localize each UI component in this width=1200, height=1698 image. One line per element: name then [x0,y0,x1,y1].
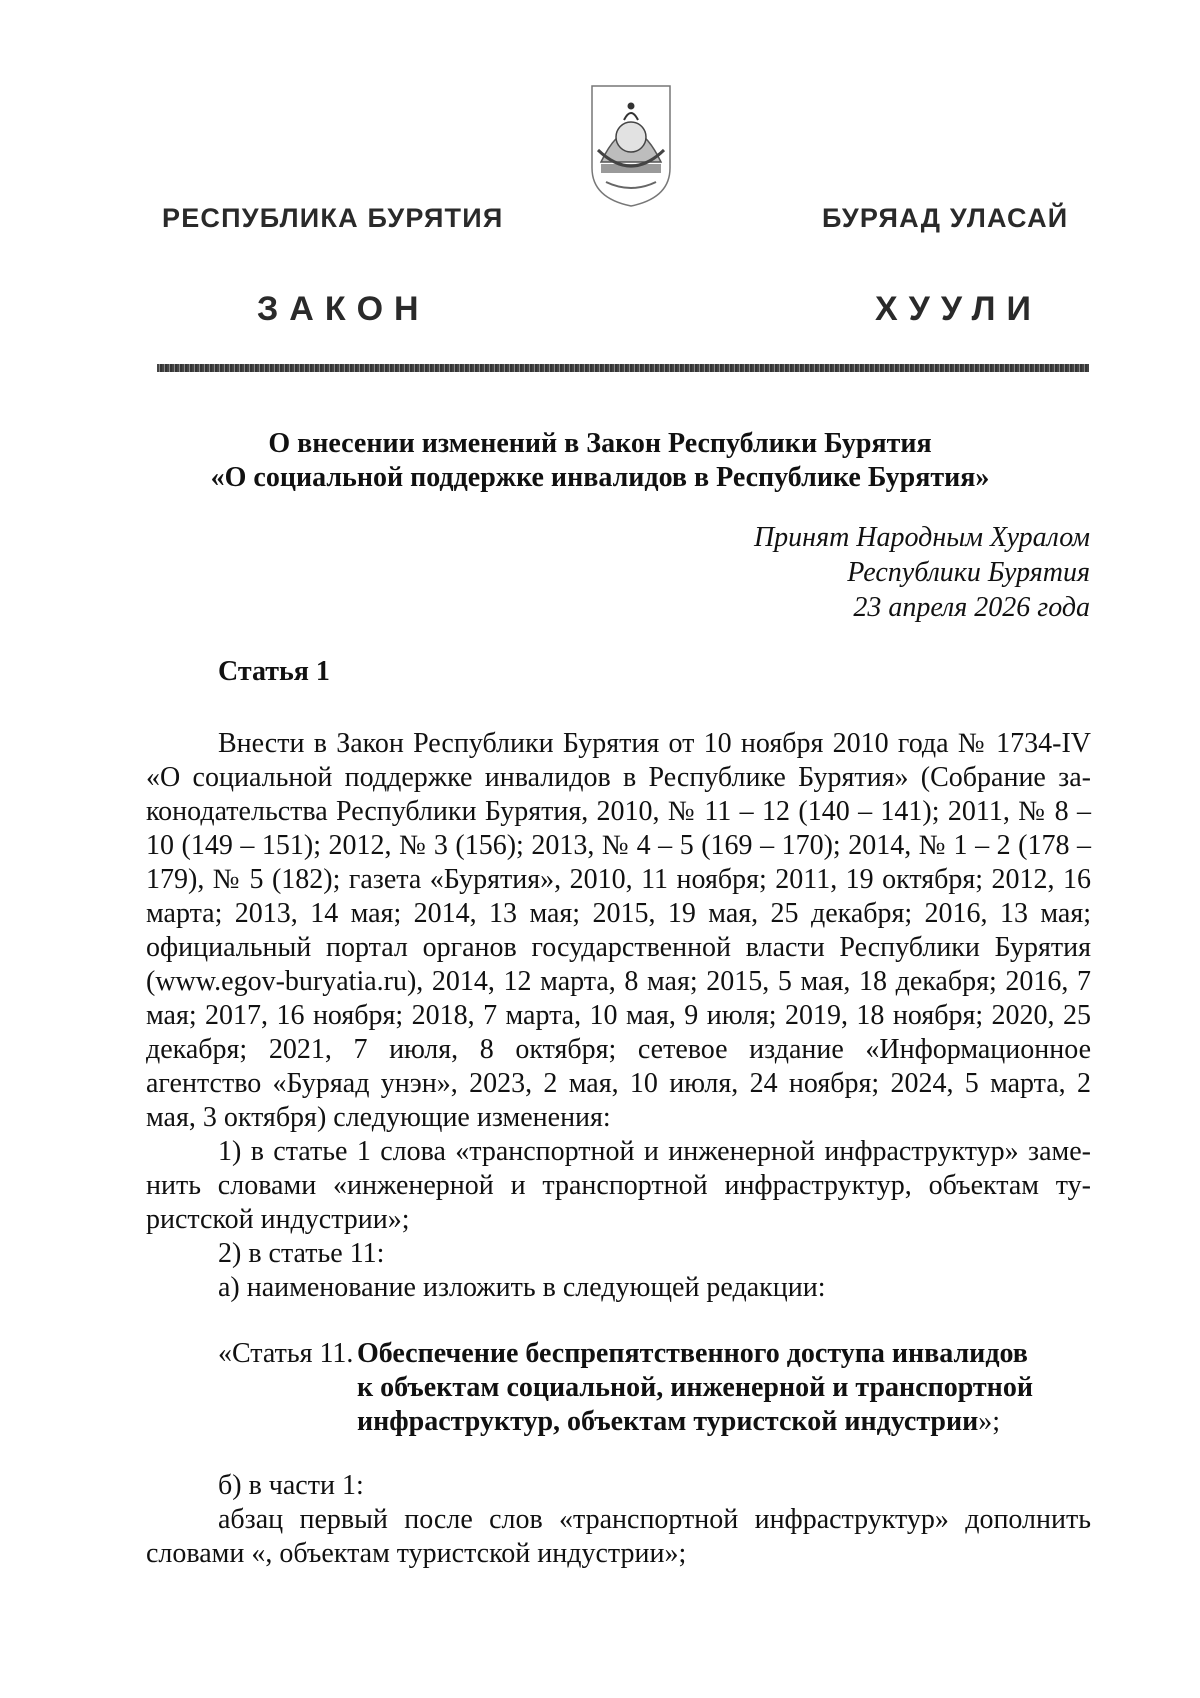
adoption-note-line-2: Республики Бурятия [847,557,1090,588]
article-11-title-line-1: Обеспечение беспрепятственного доступа инвалидов [357,1338,1028,1369]
body-line: конодательства Республики Бурятия, 2010, № 11 – 12 (140 – 141); 2011, № 8 – [146,796,1091,827]
article-11-title-text: инфраструктур, объектам туристской индустрии [357,1406,979,1437]
body-line: 179), № 5 (182); газета «Бурятия», 2010, 11 ноября; 2011, 19 октября; 2012, 16 [146,864,1091,895]
item-1-line: 1) в статье 1 слова «транспортной и инженерной инфраструктур» заме- [218,1136,1091,1167]
article-1-heading: Статья 1 [218,656,330,687]
body-line: «О социальной поддержке инвалидов в Республике Бурятия» (Собрание за- [146,762,1091,793]
article-11-title-line-2: к объектам социальной, инженерной и транспортной [357,1372,1033,1403]
item-2b-line: б) в части 1: [218,1470,364,1501]
coat-of-arms-icon [588,82,674,210]
item-1-line: нить словами «инженерной и транспортной инфраструктур, объектам ту- [146,1170,1091,1201]
republic-name-buryat: БУРЯАД УЛАСАЙ [822,203,1069,233]
article-11-closing-quote: »; [978,1406,1001,1437]
body-line: марта; 2013, 14 мая; 2014, 13 мая; 2015, 19 мая, 25 декабря; 2016, 13 мая; [146,898,1091,929]
body-line: 10 (149 – 151); 2012, № 3 (156); 2013, № 4 – 5 (169 – 170); 2014, № 1 – 2 (178 – [146,830,1091,861]
adoption-note-line-1: Принят Народным Хуралом [753,522,1090,553]
item-1-line: ристской индустрии»; [146,1204,410,1235]
law-label-buryat: ХУУЛИ [875,290,1042,328]
law-label-russian: ЗАКОН [257,290,430,328]
body-line: агентство «Буряад унэн», 2023, 2 мая, 10 июля, 24 ноября; 2024, 5 марта, 2 [146,1068,1091,1099]
republic-name-russian: РЕСПУБЛИКА БУРЯТИЯ [162,203,504,233]
body-line: Внести в Закон Республики Бурятия от 10 ноября 2010 года № 1734-IV [218,728,1091,759]
body-line: официальный портал органов государственной власти Республики Бурятия [146,932,1091,963]
body-line: мая; 2017, 16 ноября; 2018, 7 марта, 10 мая, 9 июля; 2019, 18 ноября; 2020, 25 [146,1000,1091,1031]
law-title-line-2: «О социальной поддержке инвалидов в Республике Бурятия» [210,462,990,493]
body-line: (www.egov-buryatia.ru), 2014, 12 марта, 8 мая; 2015, 5 мая, 18 декабря; 2016, 7 [146,966,1091,997]
body-line: мая, 3 октября) следующие изменения: [146,1102,611,1133]
item-2-line: 2) в статье 11: [218,1238,385,1269]
body-line: декабря; 2021, 7 июля, 8 октября; сетевое издание «Информационное [146,1034,1091,1065]
adoption-note-line-3: 23 апреля 2026 года [853,592,1090,623]
law-title-line-1: О внесении изменений в Закон Республики Бурятия [268,428,932,459]
header-divider [157,364,1089,372]
article-11-title-line-3 [357,1406,1000,1438]
adoption-note [754,520,1090,625]
item-2a-line: а) наименование изложить в следующей редакции: [218,1272,826,1303]
paragraph-line: словами «, объектам туристской индустрии»; [146,1538,687,1569]
paragraph-line: абзац первый после слов «транспортной инфраструктур» дополнить [218,1504,1091,1535]
article-11-prefix: «Статья 11. [218,1338,354,1369]
